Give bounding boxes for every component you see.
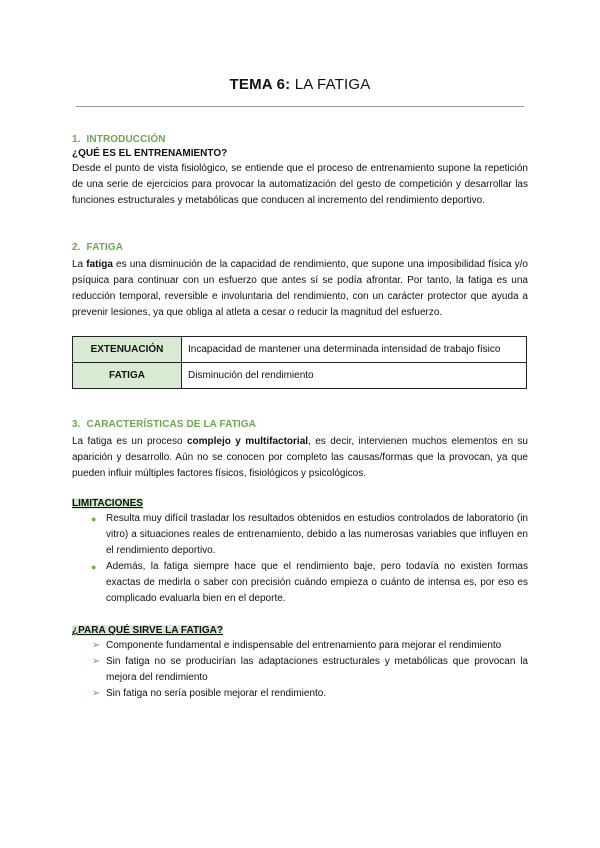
table-row bbox=[73, 337, 527, 363]
list-item bbox=[72, 559, 528, 607]
arrow-bullet-icon: ➢ bbox=[92, 656, 101, 667]
limitaciones-title: LIMITACIONES bbox=[72, 498, 143, 509]
section-3-paragraph bbox=[72, 434, 528, 482]
section-1-heading bbox=[72, 134, 528, 145]
list-item-text: Resulta muy difícil trasladar los resultados obtenidos en estudios controlados de laboratorio (in vitro) a situaciones reales de entrenamiento, debido a las numerosas variables que influyen en el rendimiento deportivo. bbox=[106, 513, 528, 556]
list-item-text: Componente fundamental e indispensable del entrenamiento para mejorar el rendimiento bbox=[106, 640, 502, 651]
limitaciones-list bbox=[72, 511, 528, 607]
arrow-bullet-icon: ➢ bbox=[92, 640, 101, 651]
table-term: EXTENUACIÓN bbox=[73, 337, 182, 363]
list-item bbox=[72, 654, 528, 686]
table-definition: Incapacidad de mantener una determinada intensidad de trabajo físico bbox=[182, 337, 527, 363]
table-definition: Disminución del rendimiento bbox=[182, 363, 527, 389]
section-2-heading bbox=[72, 242, 528, 253]
para-que-list bbox=[72, 638, 528, 702]
section-1-paragraph: Desde el punto de vista fisiológico, se entiende que el proceso de entrenamiento supone la repetición de una serie de ejercicios para provocar la automatización del gesto de competición y desarrollar las funciones estructurales y metabólicas que conducen al incremento del rendimiento deportivo. bbox=[72, 163, 528, 206]
section-2-number: 2. bbox=[72, 242, 81, 253]
section-1-title: INTRODUCCIÓN bbox=[86, 134, 166, 145]
title-bold: TEMA 6: bbox=[229, 76, 291, 93]
bullet-dot-icon: ● bbox=[91, 514, 97, 524]
bullet-dot-icon: ● bbox=[91, 562, 97, 572]
table-term: FATIGA bbox=[73, 363, 182, 389]
section-fatiga bbox=[72, 242, 528, 321]
definitions-table bbox=[72, 336, 527, 389]
title-divider bbox=[76, 106, 524, 107]
title-rest: LA FATIGA bbox=[290, 76, 371, 93]
limitaciones-heading bbox=[72, 498, 528, 509]
list-item-text: Además, la fatiga siempre hace que el rendimiento baje, pero todavía no existen formas exactas de medirla o saber con precisión cuándo empieza o cuánto de intensa es, por eso es complicado evaluarla bien en el deporte. bbox=[106, 561, 528, 604]
section-3-title: CARACTERÍSTICAS DE LA FATIGA bbox=[86, 419, 257, 430]
section-1-number: 1. bbox=[72, 134, 81, 145]
section-3-number: 3. bbox=[72, 419, 81, 430]
section-2-paragraph bbox=[72, 257, 528, 321]
section-3-text-post: , es decir, intervienen muchos elementos en su aparición y desarrollo. Aún no se conocen por completo las causas/formas que la provocan, ya que pueden influir múltiples factores físicos, fisiológicos y psicológicos. bbox=[72, 436, 528, 479]
section-1-subheading: ¿QUÉ ES EL ENTRENAMIENTO? bbox=[72, 148, 228, 159]
section-2-text-pre: La bbox=[72, 259, 87, 270]
list-item-text: Sin fatiga no sería posible mejorar el rendimiento. bbox=[106, 688, 327, 699]
section-3-heading bbox=[72, 419, 528, 430]
section-2-text-post: es una disminución de la capacidad de rendimiento, que supone una imposibilidad física y/o psíquica para continuar con un esfuerzo que antes sí se podía afrontar. Por tanto, la fatiga es una reducción temporal, reversible e involuntaria del rendimiento, con un carácter protector que ayuda a prevenir lesiones, ya que obliga al atleta a cesar o reducir la magnitud del esfuerzo. bbox=[72, 259, 528, 318]
section-3-text-pre: La fatiga es un proceso bbox=[72, 436, 187, 447]
section-caracteristicas bbox=[72, 419, 528, 702]
section-introduccion bbox=[72, 134, 528, 209]
arrow-bullet-icon: ➢ bbox=[92, 688, 101, 699]
section-2-title: FATIGA bbox=[86, 242, 124, 253]
section-2-text-bold: fatiga bbox=[86, 259, 113, 270]
section-3-text-bold: complejo y multifactorial bbox=[186, 436, 309, 447]
para-que-heading bbox=[72, 625, 528, 636]
para-que-title: ¿PARA QUÉ SIRVE LA FATIGA? bbox=[72, 625, 223, 636]
list-item bbox=[72, 511, 528, 559]
page-title bbox=[0, 76, 600, 93]
list-item bbox=[72, 686, 528, 702]
table-row bbox=[73, 363, 527, 389]
list-item-text: Sin fatiga no se producirían las adaptaciones estructurales y metabólicas que provocan la mejora del rendimiento bbox=[106, 656, 528, 683]
list-item bbox=[72, 638, 528, 654]
